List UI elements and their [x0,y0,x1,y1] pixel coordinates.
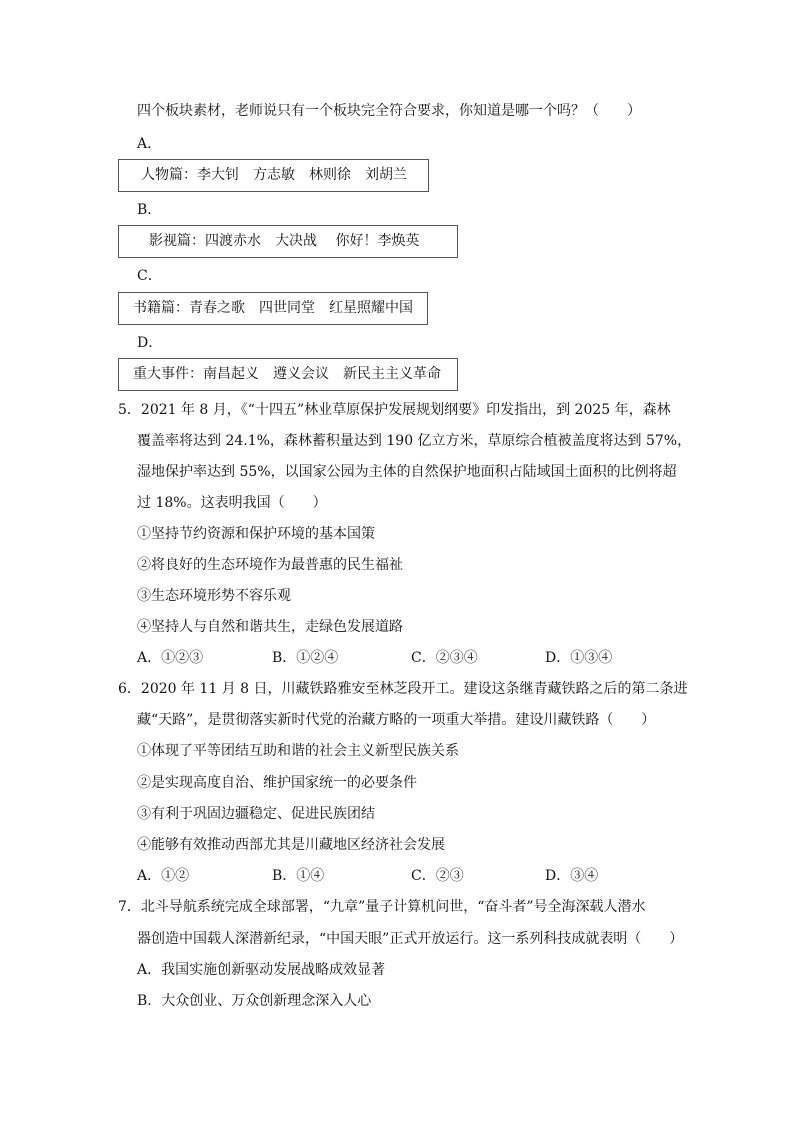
q5-stem-line-4: 过 18%。这表明我国（ ） [137,495,327,511]
q6-choice-b: B．①④ [272,868,325,884]
q5-choice-b: B．①②④ [272,650,339,666]
q4-option-a-box [118,159,429,192]
q6-statement-4: ④能够有效推动西部尤其是川藏地区经济社会发展 [137,837,445,853]
q4-option-b-box [118,225,458,258]
q6-statement-1: ①体现了平等团结互助和谐的社会主义新型民族关系 [137,743,459,759]
q7-stem-line-1: 7．北斗导航系统完成全球部署，“九章”量子计算机问世，“奋斗者”号全海深载人潜水 [118,899,646,915]
q5-statement-2: ②将良好的生态环境作为最普惠的民生福祉 [137,557,403,573]
q5-stem-line-1: 5．2021 年 8 月，《“十四五”林业草原保护发展规划纲要》印发指出，到 2025 年，森林 [118,402,671,418]
q4-option-a-content: 人物篇：李大钊 方志敏 林则徐 刘胡兰 [141,167,407,183]
q7-option-b: B．大众创业、万众创新理念深入人心 [137,993,372,1009]
q5-choice-a: A．①②③ [137,650,204,666]
q5-choice-d: D．①③④ [545,650,613,666]
q5-statement-1: ①坚持节约资源和保护环境的基本国策 [137,526,375,542]
q6-statement-3: ③有利于巩固边疆稳定、促进民族团结 [137,806,375,822]
q4-option-d-content: 重大事件：南昌起义 遵义会议 新民主主义革命 [133,366,441,382]
q7-stem-line-2: 器创造中国载人深潜新纪录，“中国天眼”正式开放运行。这一系列科技成就表明（ ） [137,931,684,947]
q6-stem-line-2: 藏“天路”，是贯彻落实新时代党的治藏方略的一项重大举措。建设川藏铁路（ ） [137,712,656,728]
q5-stem-line-3: 湿地保护率达到 55%，以国家公园为主体的自然保护地面积占陆域国土面积的比例将超 [137,464,677,480]
q4-option-a-label: A． [137,136,162,152]
q6-statement-2: ②是实现高度自治、维护国家统一的必要条件 [137,775,417,791]
q4-option-c-label: C． [137,268,162,284]
q6-choice-d: D．③④ [545,868,599,884]
q5-stem-line-2: 覆盖率将达到 24.1%，森林蓄积量达到 190 亿立方米，草原综合植被盖度将达到 57%， [137,433,692,449]
q6-choice-c: C．②③ [411,868,464,884]
q4-option-d-box [118,358,458,391]
q6-stem-line-1: 6．2020 年 11 月 8 日，川藏铁路雅安至林芝段开工。建设这条继青藏铁路之后的第二条进 [118,681,688,697]
q4-option-d-label: D． [137,335,163,351]
q7-option-a: A．我国实施创新驱动发展战略成效显著 [137,962,386,978]
q4-option-c-box [118,292,428,325]
q4-stem-tail: 四个板块素材，老师说只有一个板块完全符合要求，你知道是哪一个吗？（ ） [137,103,641,119]
q5-statement-4: ④坚持人与自然和谐共生，走绿色发展道路 [137,619,403,635]
q4-option-c-content: 书籍篇：青春之歌 四世同堂 红星照耀中国 [133,300,413,316]
q5-choice-c: C．②③④ [411,650,478,666]
q4-option-b-label: B． [137,202,162,218]
q5-statement-3: ③生态环境形势不容乐观 [137,588,291,604]
q6-choice-a: A．①② [137,868,190,884]
q4-option-b-content: 影视篇：四渡赤水 大决战 你好！李焕英 [149,233,420,249]
